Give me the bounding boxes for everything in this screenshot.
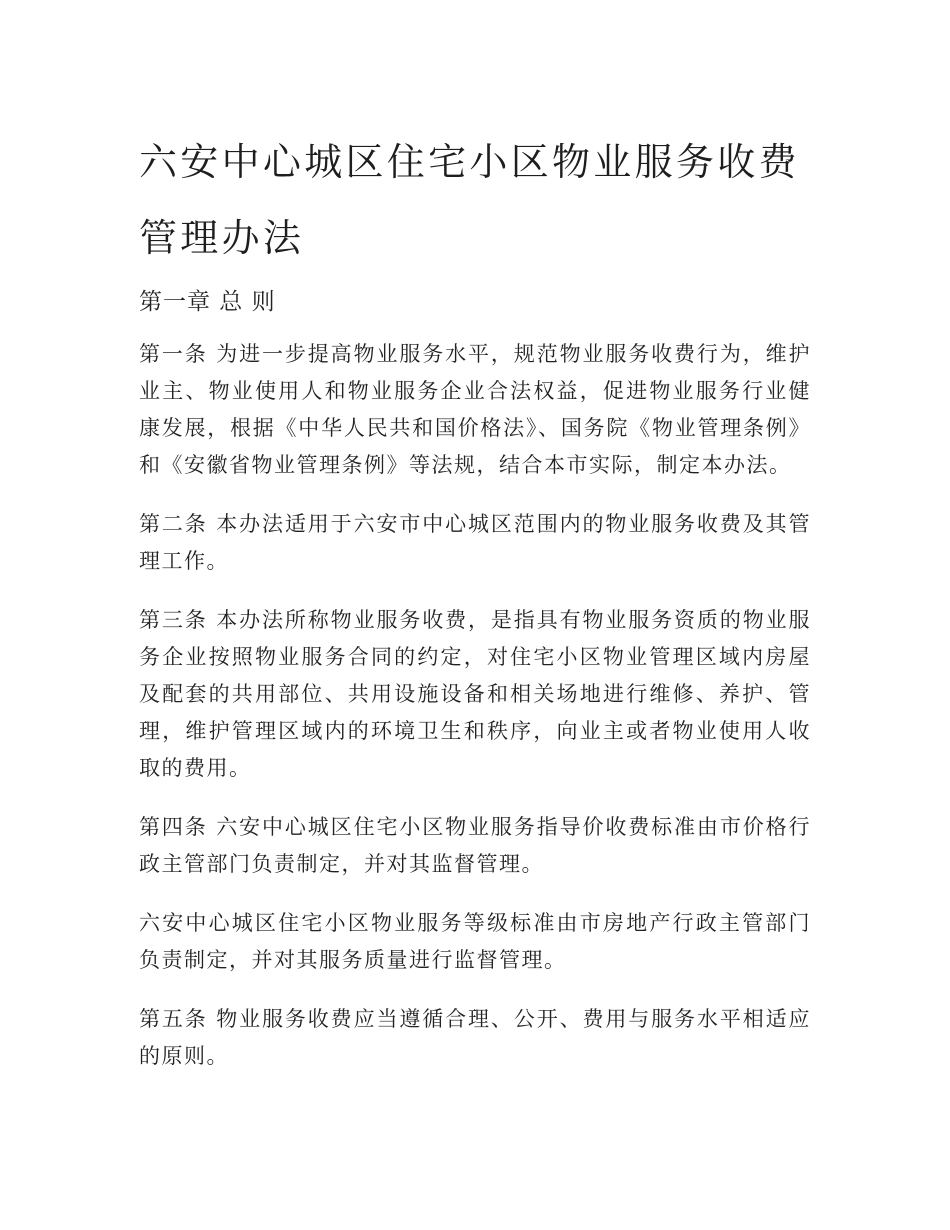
article-paragraph: 六安中心城区住宅小区物业服务等级标准由市房地产行政主管部门负责制定，并对其服务质量进行监督管理。 bbox=[139, 911, 811, 972]
article-paragraph: 第五条 物业服务收费应当遵循合理、公开、费用与服务水平相适应的原则。 bbox=[139, 1007, 811, 1068]
document-page bbox=[139, 124, 811, 1075]
article-paragraph: 第四条 六安中心城区住宅小区物业服务指导价收费标准由市价格行政主管部门负责制定，并对其监督管理。 bbox=[139, 815, 811, 876]
article-paragraph: 第一条 为进一步提高物业服务水平，规范物业服务收费行为，维护业主、物业使用人和物业服务企业合法权益，促进物业服务行业健康发展，根据《中华人民共和国价格法》、国务院《物业管理条例》和《安徽省物业管理条例》等法规，结合本市实际，制定本办法。 bbox=[139, 342, 811, 477]
article-paragraph: 第三条 本办法所称物业服务收费，是指具有物业服务资质的物业服务企业按照物业服务合同的约定，对住宅小区物业管理区域内房屋及配套的共用部位、共用设施设备和相关场地进行维修、养护、管理，维护管理区域内的环境卫生和秩序，向业主或者物业使用人收取的费用。 bbox=[139, 608, 811, 780]
article-paragraph: 第二条 本办法适用于六安市中心城区范围内的物业服务收费及其管理工作。 bbox=[139, 512, 811, 573]
chapter-heading: 第一章 总 则 bbox=[139, 289, 276, 315]
document-title: 六安中心城区住宅小区物业服务收费管理办法 bbox=[139, 140, 800, 260]
